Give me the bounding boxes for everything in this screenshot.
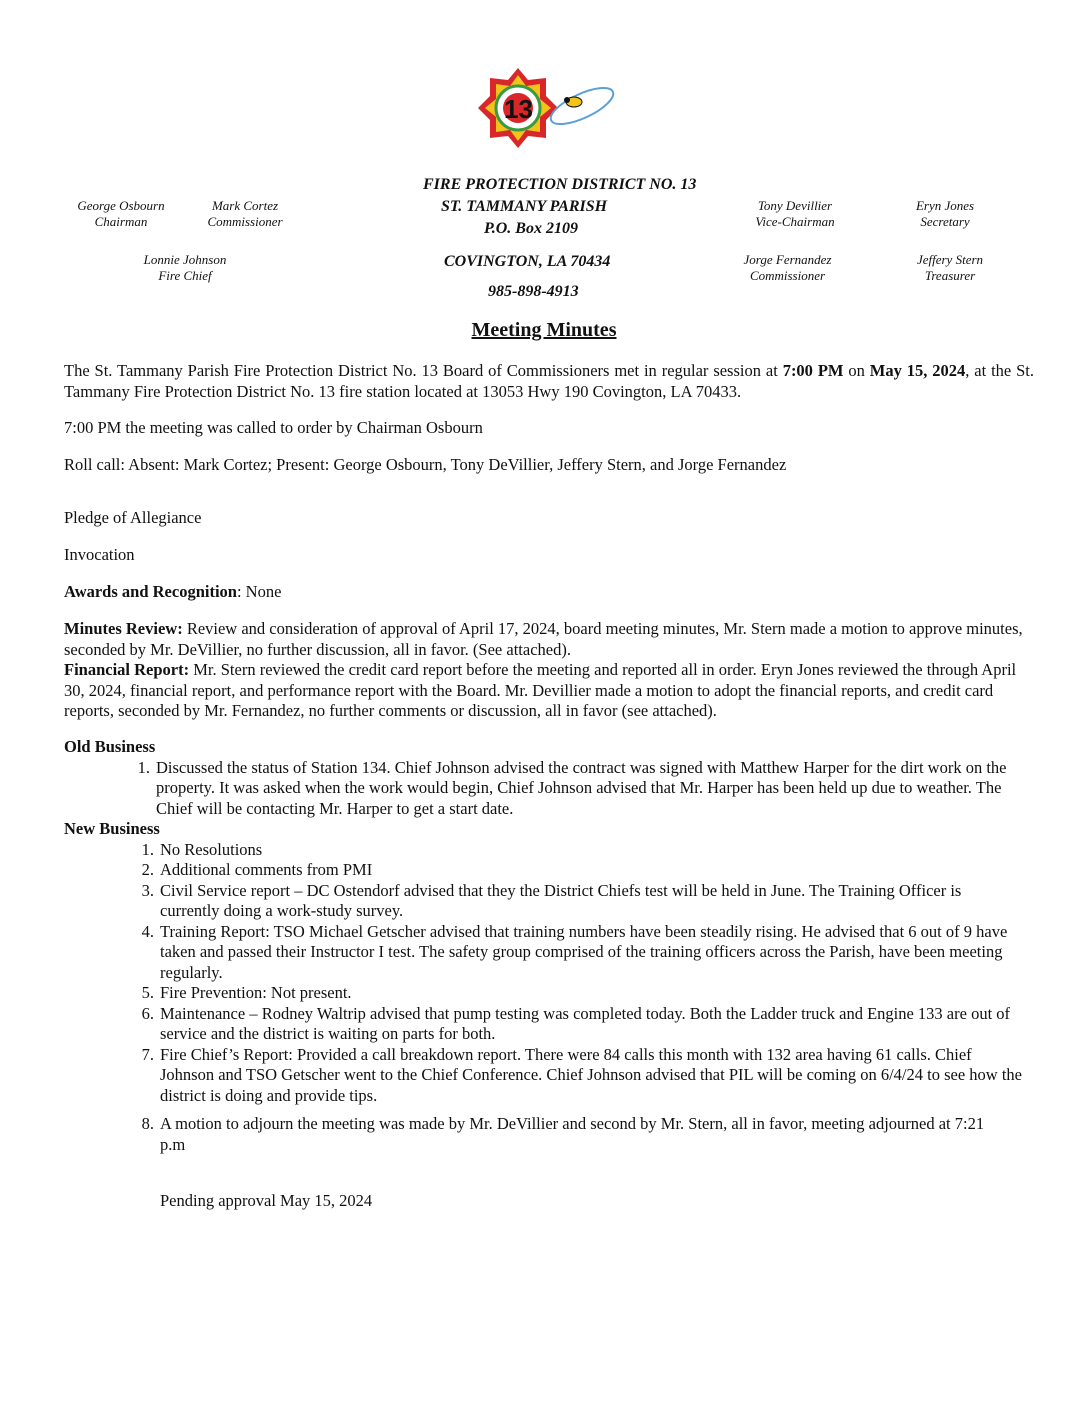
list-item	[64, 983, 1022, 1004]
po-box: P.O. Box 2109	[484, 220, 578, 237]
item-text: Training Report: TSO Michael Getscher advised that training numbers have been steadily rising. He advised that 6 out of 9 have taken and passed their Instructor I test. The safety group comprised of the training officers across the Parish, have been meeting regularly.	[160, 921, 1008, 982]
official-title: Chairman	[94, 214, 148, 229]
item-text: Discussed the status of Station 134. Chief Johnson advised the contract was signed with Matthew Harper for the dirt work on the property. It was asked when the work would begin, Chief Johnson advised that Mr. Harper has been held up due to weather. The Chief will be contacting Mr. Harper to get a start date.	[156, 757, 1007, 818]
pledge: Pledge of Allegiance	[64, 508, 202, 527]
intro-text-2: on	[843, 361, 870, 380]
svg-text:13: 13	[504, 94, 533, 124]
intro-paragraph	[64, 361, 1034, 402]
item-number: 2.	[141, 860, 154, 879]
item-text: A motion to adjourn the meeting was made by Mr. DeVillier and second by Mr. Stern, all in favor, meeting adjourned at 7:21 p.m	[160, 1114, 985, 1154]
district-logo	[470, 62, 620, 154]
financial-report-label: Financial Report:	[64, 660, 190, 679]
official-name: Jeffery Stern	[916, 252, 984, 267]
list-item	[64, 922, 1022, 984]
item-text: Additional comments from PMI	[160, 860, 373, 879]
official-title: Commissioner	[749, 268, 826, 283]
minutes-review-label: Minutes Review:	[64, 619, 183, 638]
new-business-section	[64, 819, 1034, 1155]
meeting-time: 7:00 PM	[782, 361, 844, 380]
item-number: 3.	[141, 880, 154, 900]
financial-report	[64, 660, 1034, 722]
item-number: 1.	[141, 839, 154, 859]
minutes-review	[64, 619, 1034, 660]
official-title: Commissioner	[207, 214, 283, 229]
official-name: Lonnie Johnson	[143, 252, 227, 267]
item-text: No Resolutions	[160, 839, 263, 859]
official-jones	[895, 198, 995, 230]
list-item	[64, 881, 1022, 922]
awards-text: : None	[236, 582, 282, 601]
official-johnson	[125, 252, 245, 284]
item-number: 1.	[137, 757, 150, 777]
call-to-order: 7:00 PM the meeting was called to order by Chairman Osbourn	[64, 418, 483, 437]
item-number: 4.	[141, 921, 154, 941]
official-cortez	[190, 198, 300, 230]
minutes-review-text: Review and consideration of approval of April 17, 2024, board meeting minutes, Mr. Stern made a motion to approve minutes, seconded by Mr. DeVillier, no further discussion, all in favor. (See attached).	[64, 619, 1023, 659]
old-business-heading: Old Business	[64, 737, 156, 756]
phone-number: 985-898-4913	[488, 283, 579, 300]
new-business-list	[64, 840, 1034, 1156]
item-text: Fire Prevention: Not present.	[160, 983, 352, 1002]
item-text: Fire Chief’s Report: Provided a call breakdown report. There were 84 calls this month with 132 area having 61 calls. Chief Johnson and TSO Getscher went to the Chief Conference. Chief Johnson advised that PIL will be coming on 6/4/24 to see how the district is doing and provide tips.	[160, 1044, 1022, 1105]
official-name: George Osbourn	[77, 198, 165, 213]
official-title: Secretary	[920, 214, 970, 229]
city-address: COVINGTON, LA 70434	[444, 253, 611, 270]
item-text: Civil Service report – DC Ostendorf advised that they the District Chiefs test will be held in June. The Training Officer is currently doing a work-study survey.	[160, 880, 962, 920]
official-title: Fire Chief	[158, 268, 212, 283]
old-business-list	[64, 758, 1034, 820]
list-item	[64, 1114, 1002, 1155]
official-stern	[895, 252, 1005, 284]
list-item	[64, 1045, 1022, 1107]
list-item	[64, 1004, 1022, 1045]
financial-report-text: Mr. Stern reviewed the credit card report before the meeting and reported all in order. Eryn Jones reviewed the through April 30, 2024, financial report, and performance report with the Board. Mr. Devillier made a motion to adopt the financial reports, and credit card reports, seconded by Mr. Fernandez, no further comments or discussion, all in favor (see attached).	[64, 660, 1017, 720]
item-number: 6.	[141, 1003, 154, 1023]
official-name: Eryn Jones	[915, 198, 975, 213]
list-item	[64, 860, 1022, 881]
meeting-date: May 15, 2024	[869, 361, 966, 380]
official-name: Mark Cortez	[211, 198, 279, 213]
intro-text-1: The St. Tammany Parish Fire Protection District No. 13 Board of Commissioners met in regular session at	[64, 361, 783, 380]
pending-approval: Pending approval May 15, 2024	[160, 1191, 373, 1210]
official-title: Treasurer	[924, 268, 976, 283]
invocation: Invocation	[64, 545, 135, 564]
item-number: 7.	[141, 1044, 154, 1064]
awards-recognition	[64, 582, 1034, 603]
awards-label: Awards and Recognition	[64, 582, 237, 601]
list-item	[64, 840, 1022, 861]
page-title: Meeting Minutes	[471, 319, 617, 341]
roll-call: Roll call: Absent: Mark Cortez; Present: George Osbourn, Tony DeVillier, Jeffery Stern, and Jorge Fernandez	[64, 455, 787, 474]
official-fernandez	[725, 252, 850, 284]
fire-district-13-logo-icon	[470, 62, 620, 154]
official-name: Jorge Fernandez	[743, 252, 832, 267]
official-title: Vice-Chairman	[755, 214, 835, 229]
item-text: Maintenance – Rodney Waltrip advised that pump testing was completed today. Both the Ladder truck and Engine 133 are out of service and the district is waiting on parts for both.	[160, 1003, 1011, 1043]
parish-name: ST. TAMMANY PARISH	[441, 198, 608, 215]
district-name: FIRE PROTECTION DISTRICT NO. 13	[423, 176, 697, 193]
item-number: 8.	[141, 1114, 154, 1133]
list-item	[64, 758, 1018, 820]
new-business-heading: New Business	[64, 819, 160, 838]
old-business-section	[64, 737, 1034, 819]
official-name: Tony Devillier	[757, 198, 833, 213]
official-osbourn	[66, 198, 176, 230]
item-number: 5.	[141, 983, 154, 1002]
intro-text-3: , at the St. Tammany Fire Protection District No. 13 fire station located at 13053 Hwy 190 Covington, LA 70433.	[64, 361, 1034, 401]
official-devillier	[735, 198, 855, 230]
